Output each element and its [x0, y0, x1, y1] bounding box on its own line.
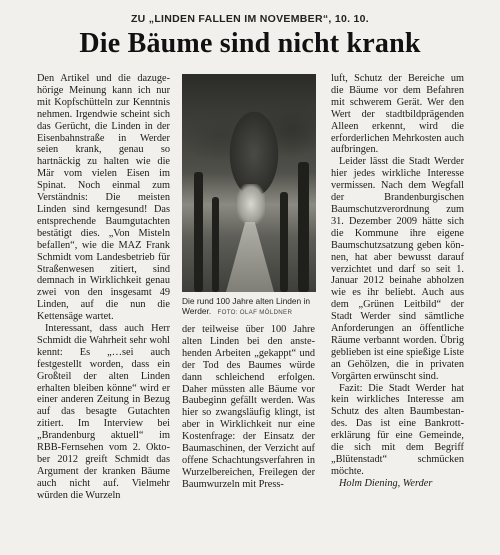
article-column-1	[37, 73, 170, 502]
article-kicker: ZU „LINDEN FALLEN IM NOVEMBER“, 10. 10.	[130, 13, 370, 25]
paragraph: Den Artikel und die dazugehörige Meinung kann ich nur mit Kopfschütteln zur Kenntnis nehmen. Irgendwie scheint sich das Gerücht, die Linden in der Eisenbahnstraße in Werder seien krank, genau so hartnäckig zu halten wie die Mär vom vielen Eisen im Spinat. Noch einmal zum Verständnis: Die meisten Linden sind kerngesund! Das entsprechende Baumgutachten bestätigt dies. „Von Misteln befallen“, wie die MAZ Frank Schmidt vom Landesbetrieb für Straßenwesen zitiert, sind demnach in Wirklichkeit genau zwei von den insgesamt 49 Linden, auf die nun die Kettensäge wartet.	[37, 73, 170, 323]
article-column-3	[331, 73, 464, 490]
article-headline: Die Bäume sind nicht krank	[79, 28, 421, 59]
paragraph: Interessant, dass auch Herr Schmidt die Wahrheit sehr wohl kennt: Es „…sei auch festgestellt worden, dass ein Großteil der alten Linden erhalten bleiben könne“ wird er einer anderen Zeitung in Bezug auf das besagte Gutachten zitiert. Im Interview bei „Brandenburg aktuell“ im RBB-Fernsehen vom 2. Oktober 2012 greift Schmidt das Argument der kranken Bäume auch nicht auf. Vielmehr würden die Wurzeln	[37, 323, 170, 501]
paragraph: der teilweise über 100 Jahre alten Linden bei den anstehenden Arbeiten „gekappt“ und der Tod des Baumes würde dann schleichend erfolgen. Daher müssten alle Bäume vor Baubeginn gefällt werden. Was hier so zwangsläufig klingt, ist aber in Wirklichkeit nur eine Kostenfrage: der Einsatz der Baumaschinen, der Verzicht auf offene Schachtungsverfahren in Wurzelbereichen, Freilegen der Baumwurzeln mit Press-	[182, 324, 315, 490]
caption-text: Die rund 100 Jahre alten Linden in Werder.	[182, 296, 311, 317]
paragraph: Fazit: Die Stadt Werder hat kein wirkliches Interesse am Schutz des alten Baumbestandes. Das ist eine Bankrotterklärung für eine Gemeinde, die sich mit dem Begriff „Blütenstadt“ schmücken möchte.	[331, 382, 464, 477]
linden-trees-photo	[182, 74, 316, 292]
photo-credit: FOTO: OLAF MÖLDNER	[217, 309, 293, 317]
author-signature: Holm Diening, Werder	[339, 477, 433, 489]
article-column-2	[182, 324, 315, 491]
photo-caption	[182, 296, 318, 319]
paragraph: Leider lässt die Stadt Werder hier jedes wirkliche Interesse vermissen. Nach dem Wegfall der Brandenburgischen Baumschutzverordnung zum 31. Dezember 2009 hätte sich die Kommune ihre eigene Baumschutzsatzung geben können, hat aber bewusst darauf verzichtet und darf so seit 1. Januar 2012 beinahe abholzen wie es ihr beliebt. Auch aus dem „Grünen Leitbild“ der Stadt Werder sind sämtliche Anforderungen an öffentliche Räume verbannt worden. Übrig geblieben ist eine spießige Liste an Gehölzen, die in privaten Vorgärten erwünscht sind.	[331, 156, 464, 382]
paragraph: luft, Schutz der Bereiche um die Bäume vor dem Befahren mit schwerem Gerät. Wer den Wert der stadtbildprägenden Alleen erkennt, wird die erforderlichen Mehrkosten auch aufbringen.	[331, 73, 464, 156]
